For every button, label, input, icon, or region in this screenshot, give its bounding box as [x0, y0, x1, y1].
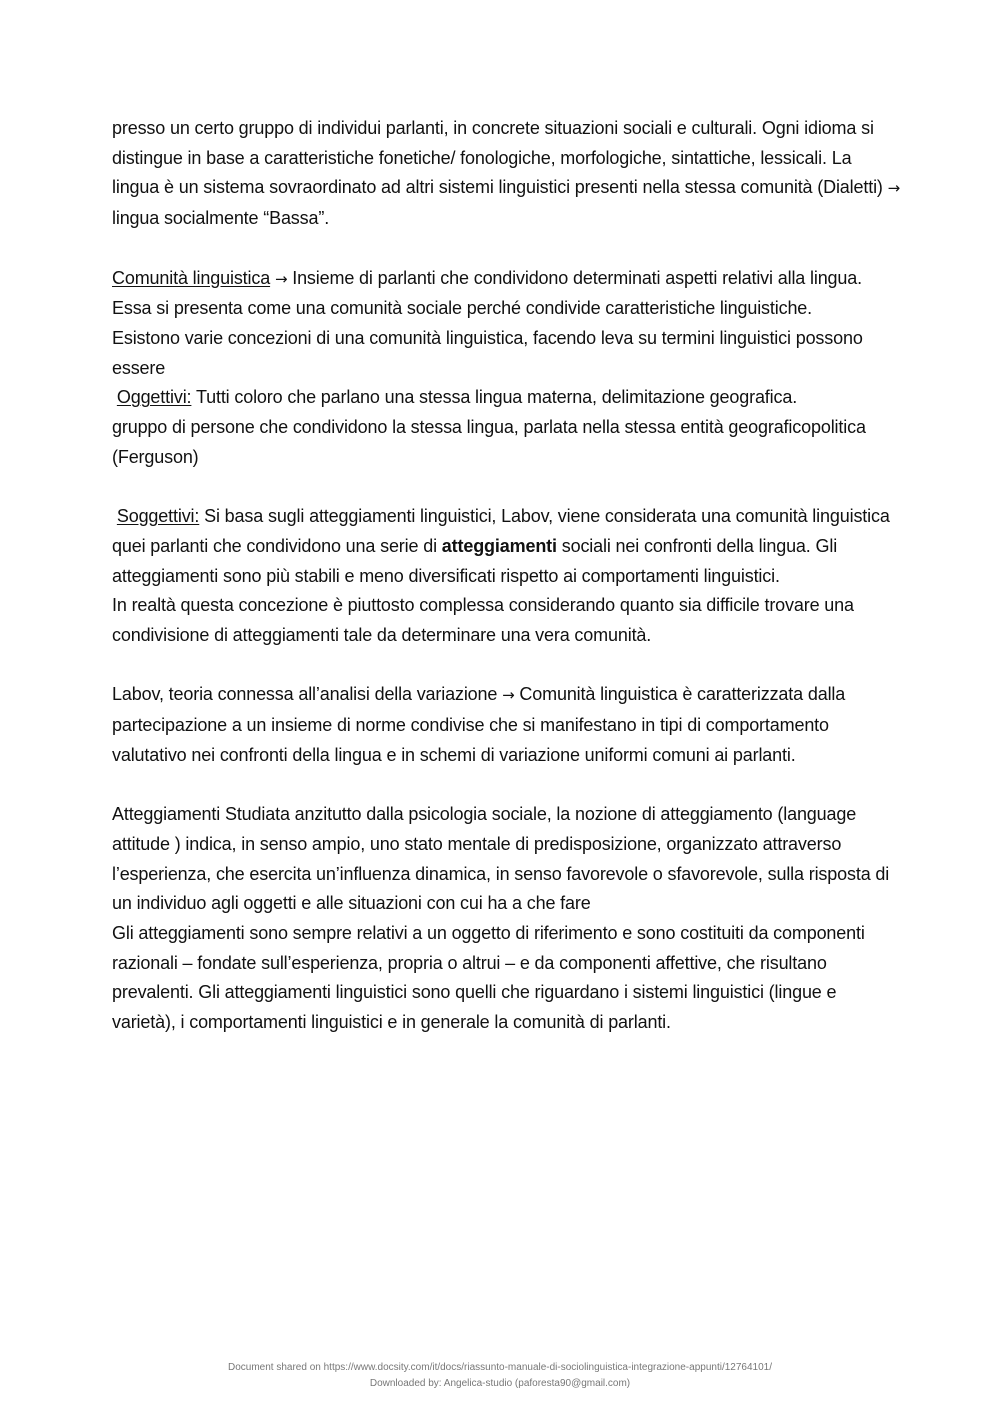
spacer	[112, 234, 902, 264]
arrow-icon: →	[274, 269, 288, 288]
paragraph-lingua-tail: lingua socialmente “Bassa”.	[112, 208, 330, 229]
arrow-icon: →	[887, 179, 901, 198]
footer-downloaded: Downloaded by: Angelica-studio (paforesta90@gmail.com)	[369, 1378, 631, 1389]
paragraph-oggettivi	[112, 383, 902, 413]
spacer	[112, 651, 902, 681]
footer-shared: Document shared on https://www.docsity.com/it/docs/riassunto-manuale-di-sociolinguistica-integrazione-appunti/12764101/	[228, 1362, 772, 1373]
oggettivi-text: Tutti coloro che parlano una stessa lingua materna, delimitazione geografica.	[195, 387, 798, 408]
paragraph-concezioni: Esistono varie concezioni di una comunità linguistica, facendo leva su termini linguistici possono essere	[112, 327, 863, 378]
arrow-icon: →	[502, 686, 515, 705]
paragraph-labov	[112, 680, 902, 770]
soggettivi-text: Si basa sugli atteggiamenti linguistici, Labov, viene considerata una comunità linguistica quei parlanti che condividono una serie di	[112, 506, 890, 556]
spacer	[112, 472, 902, 502]
spacer	[112, 770, 902, 800]
paragraph-lingua-text: presso un certo gruppo di individui parlanti, in concrete situazioni sociali e culturali. Ogni idioma si distingue in base a caratteristiche fonetiche/ fonologiche, morfologiche, sintattiche, lessicali. La lingua è un sistema sovraordinato ad altri sistemi linguistici presenti nella stessa comunità (Dialetti)	[112, 118, 883, 198]
atteggiamenti-bold: atteggiamenti	[441, 535, 557, 556]
paragraph-relativi: Gli atteggiamenti sono sempre relativi a un oggetto di riferimento e sono costituiti da componenti razionali – fondate sull’esperienza, propria o altrui – e da componenti affettive, che risultano prevalenti. Gli atteggiamenti linguistici sono quelli che riguardano i sistemi linguistici (lingue e varietà), i comportamenti linguistici e in generale la comunità di parlanti.	[112, 922, 865, 1033]
labov-text: Labov, teoria connessa all’analisi della variazione	[112, 684, 498, 705]
document-body	[112, 114, 902, 1038]
comunita-heading: Comunità linguistica	[112, 267, 271, 288]
paragraph-ferguson: gruppo di persone che condividono la stessa lingua, parlata nella stessa entità geograficopolitica (Ferguson)	[112, 417, 866, 467]
oggettivi-label: Oggettivi:	[116, 387, 192, 408]
soggettivi-label: Soggettivi:	[116, 506, 200, 527]
paragraph-atteggiamenti: Atteggiamenti Studiata anzitutto dalla psicologia sociale, la nozione di atteggiamento (language attitude ) indica, in senso ampio, uno stato mentale di predisposizione, organizzato attraverso l’esperienza, che esercita un’influenza dinamica, in senso favorevole o sfavorevole, sulla risposta di un individuo agli oggetti e alle situazioni con cui ha a che fare	[112, 804, 890, 914]
paragraph-comunita	[112, 264, 902, 324]
soggettivi-text-end: sociali nei confronti della lingua. Gli atteggiamenti sono più stabili e meno diversificati rispetto ai comportamenti linguistici.	[112, 535, 838, 586]
paragraph-realta: In realtà questa concezione è piuttosto complessa considerando quanto sia difficile trovare una condivisione di atteggiamenti tale da determinare una vera comunità.	[112, 595, 854, 645]
paragraph-lingua	[112, 114, 902, 234]
paragraph-soggettivi	[112, 502, 902, 591]
labov-text-end: Comunità linguistica è caratterizzata dalla partecipazione a un insieme di norme condivise che si manifestano in tipi di comportamento valutativo nei confronti della lingua e in schemi di variazione uniformi comuni ai parlanti.	[112, 684, 846, 765]
comunita-text: Insieme di parlanti che condividono determinati aspetti relativi alla lingua. Essa si presenta come una comunità sociale perché condivide caratteristiche linguistiche.	[112, 267, 862, 319]
